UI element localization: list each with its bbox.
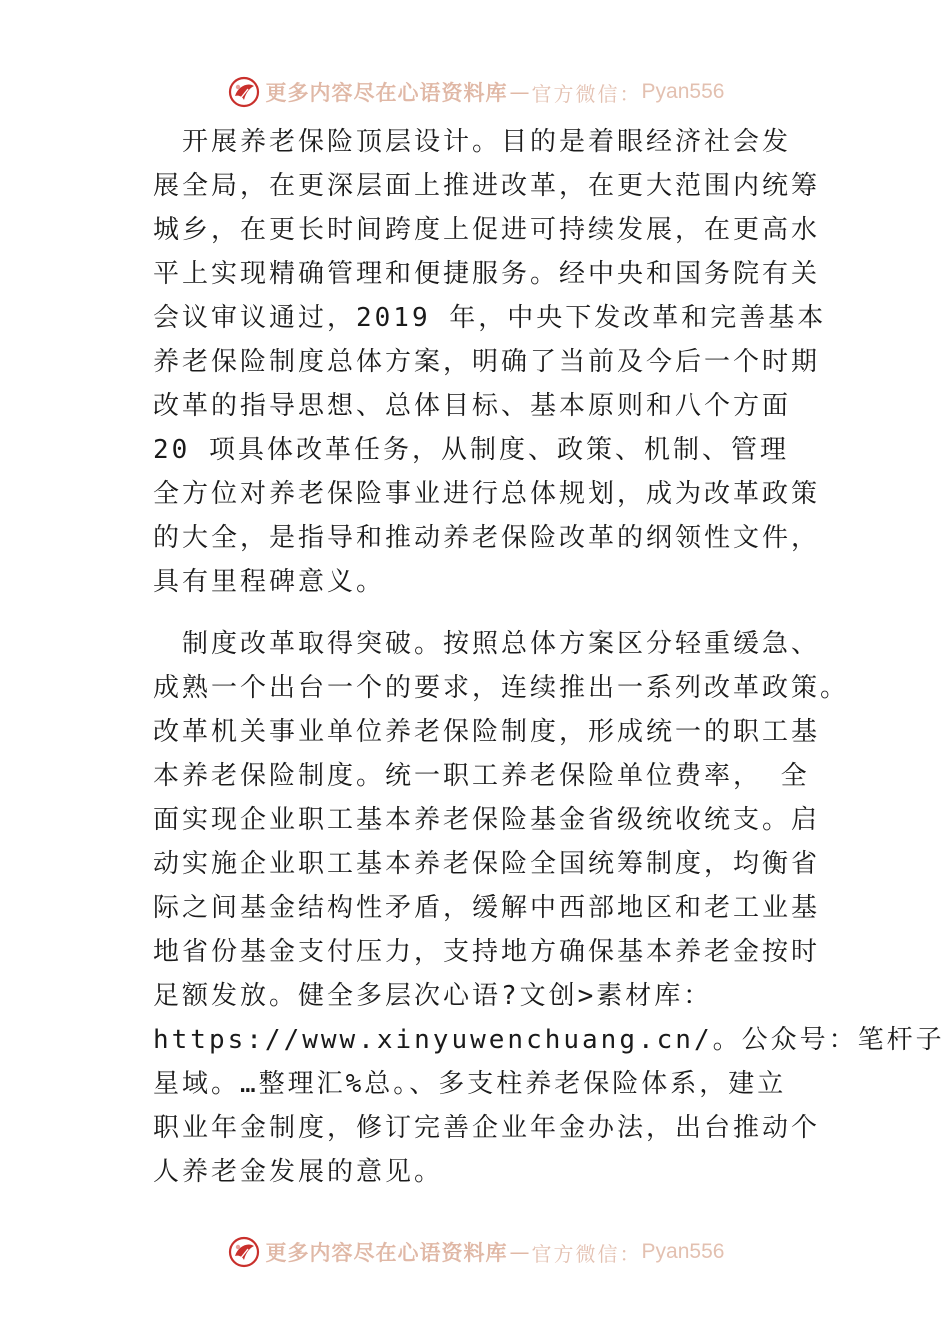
text-line: 会议审议通过，2019 年，中央下发改革和完善基本 [153,303,827,333]
text-line: 城乡，在更长时间跨度上促进可持续发展，在更高水 [153,215,821,245]
brand-logo-icon [226,1234,262,1270]
text-line: 足额发放。健全多层次心语?文创>素材库： [153,981,713,1011]
header-watermark [0,72,950,112]
text-line: 的大全，是指导和推动养老保险改革的纲领性文件， [153,523,821,553]
text-line: 动实施企业职工基本养老保险全国统筹制度，均衡省 [153,849,821,879]
text-line: 本养老保险制度。统一职工养老保险单位费率， 全 [153,761,810,791]
text-line: 际之间基金结构性矛盾，缓解中西部地区和老工业基 [153,893,821,923]
text-line: 人养老金发展的意见。 [153,1157,444,1187]
footer-brand-text: 更多内容尽在心语资料库 [265,1240,508,1265]
text-line: 改革机关事业单位养老保险制度，形成统一的职工基 [153,717,821,747]
text-line: 制度改革取得突破。按照总体方案区分轻重缓急、 [153,629,821,659]
paragraph-2 [153,622,945,1194]
footer-wechat-label: 官方微信： [531,1241,642,1266]
text-line: 职业年金制度，修订完善企业年金办法，出台推动个 [153,1113,821,1143]
text-line: 展全局，在更深层面上推进改革，在更大范围内统筹 [153,171,821,201]
brand-logo-icon [226,74,262,110]
header-wechat-id: Pyan556 [641,80,725,103]
text-line: 地省份基金支付压力，支持地方确保基本养老金按时 [153,937,821,967]
text-line: 开展养老保险顶层设计。目的是着眼经济社会发 [153,127,792,157]
text-line: 改革的指导思想、总体目标、基本原则和八个方面 [153,391,792,421]
header-wechat-label: 官方微信： [531,81,642,106]
url-line: https://www.xinyuwenchuang.cn/。公众号：笔杆子 [153,1025,945,1055]
text-line: 20 项具体改革任务，从制度、政策、机制、管理 [153,435,789,465]
header-dash: — [509,80,530,104]
footer-watermark [0,1232,950,1272]
text-line: 星域。…整理汇%总。、多支柱养老保险体系，建立 [153,1069,787,1099]
text-line: 具有里程碑意义。 [153,567,386,597]
text-line: 全方位对养老保险事业进行总体规划，成为改革政策 [153,479,821,509]
text-line: 平上实现精确管理和便捷服务。经中央和国务院有关 [153,259,821,289]
text-line: 面实现企业职工基本养老保险基金省级统收统支。启 [153,805,821,835]
footer-wechat-id: Pyan556 [641,1240,725,1263]
text-line: 养老保险制度总体方案，明确了当前及今后一个时期 [153,347,821,377]
header-brand-text: 更多内容尽在心语资料库 [265,80,508,105]
footer-dash: — [509,1240,530,1264]
document-body [153,120,945,1194]
text-line: 成熟一个出台一个的要求，连续推出一系列改革政策。 [153,673,850,703]
paragraph-1 [153,120,827,604]
